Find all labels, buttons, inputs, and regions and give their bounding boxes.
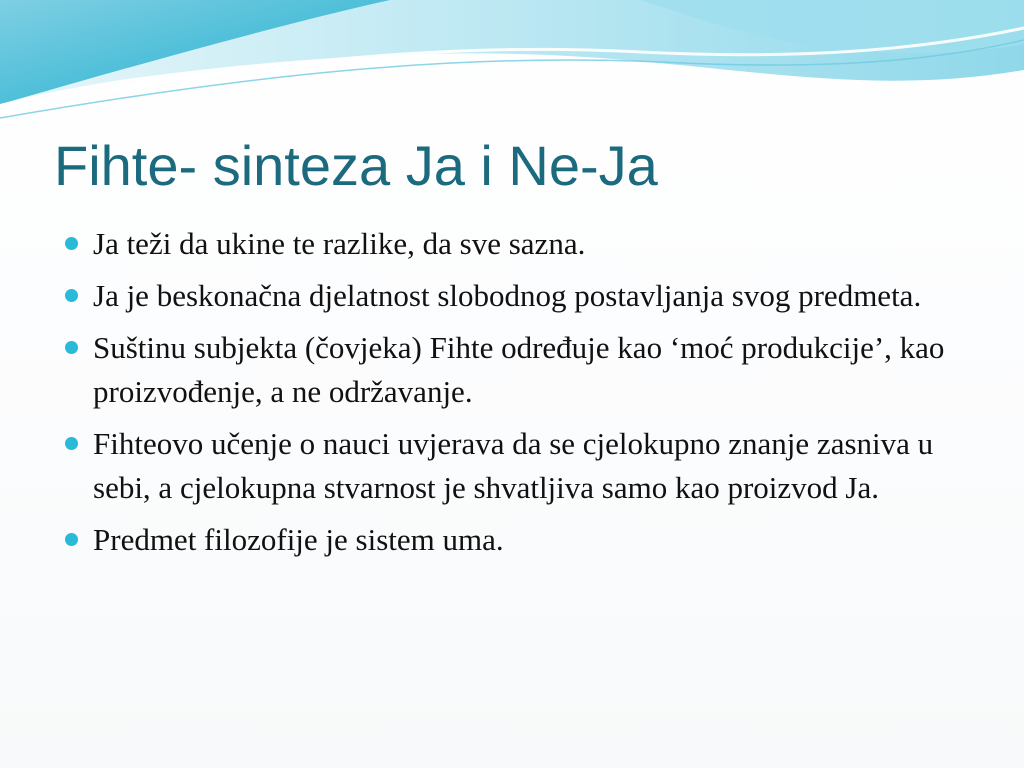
bullet-dot-icon xyxy=(65,237,78,250)
bullet-text: Ja je beskonačna djelatnost slobodnog postavljanja svog predmeta. xyxy=(93,278,922,313)
bullet-text: Fihteovo učenje o nauci uvjerava da se cjelokupno znanje zasniva u sebi, a cjelokupna stvarnost je shvatljiva samo kao proizvod Ja. xyxy=(93,426,934,505)
bullet-item xyxy=(62,422,962,510)
bullet-item xyxy=(62,222,962,266)
bullet-dot-icon xyxy=(65,289,78,302)
bullet-dot-icon xyxy=(65,533,78,546)
bullet-item xyxy=(62,518,962,562)
slide-title: Fihte- sinteza Ja i Ne-Ja xyxy=(54,134,658,197)
bullet-text: Ja teži da ukine te razlike, da sve sazna. xyxy=(93,226,586,261)
bullet-dot-icon xyxy=(65,437,78,450)
bullet-item xyxy=(62,326,962,414)
bullet-list xyxy=(62,222,962,570)
bullet-dot-icon xyxy=(65,341,78,354)
bullet-text: Predmet filozofije je sistem uma. xyxy=(93,522,504,557)
decorative-wave-banner xyxy=(0,0,1024,130)
bullet-text: Suštinu subjekta (čovjeka) Fihte određuje kao ‘moć produkcije’, kao proizvođenje, a ne održavanje. xyxy=(93,330,945,409)
bullet-item xyxy=(62,274,962,318)
